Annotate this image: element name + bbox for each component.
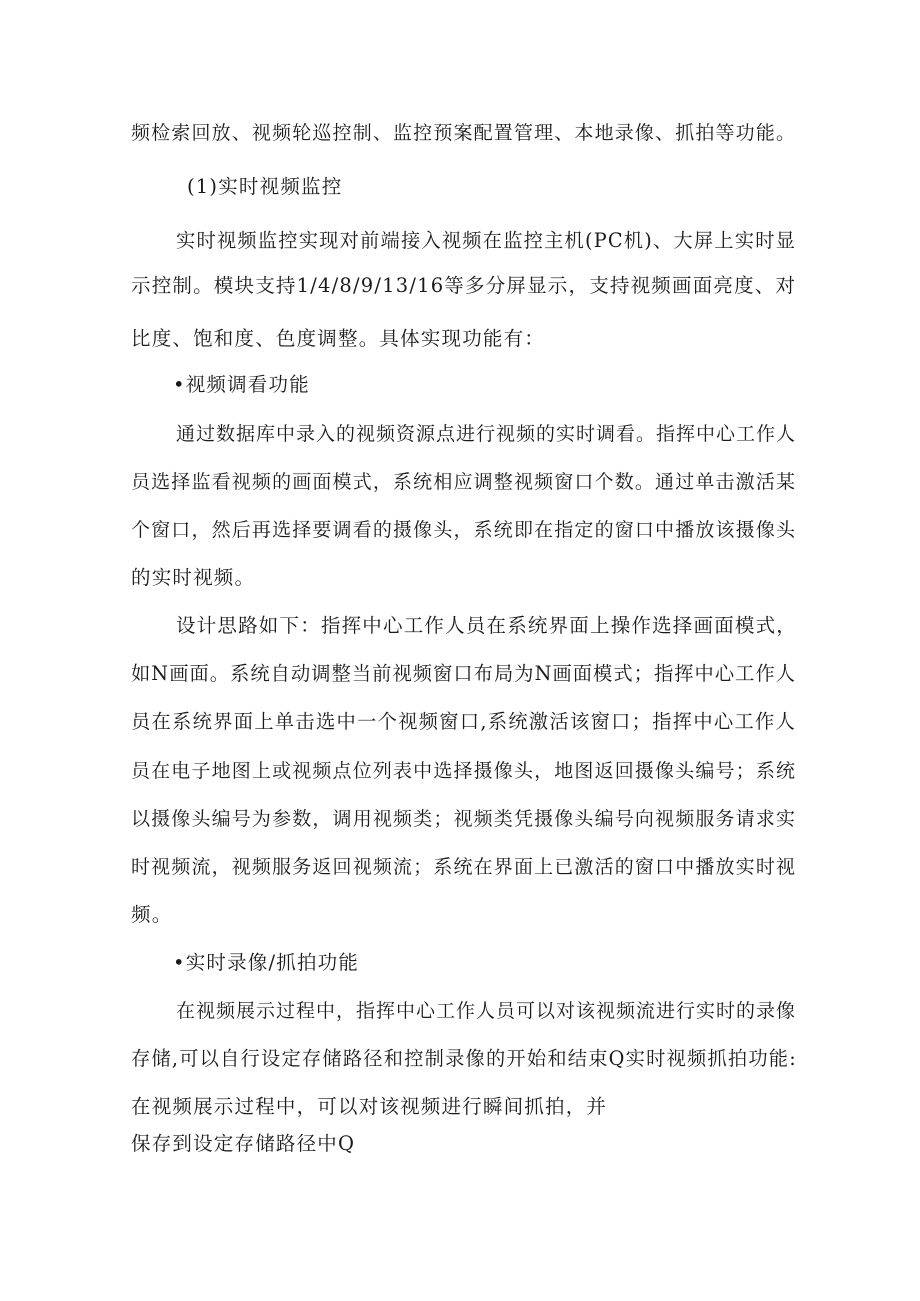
bullet-heading-2: •实时录像/抓拍功能 bbox=[173, 951, 360, 974]
text-line-17: 频。 bbox=[131, 903, 173, 926]
section-heading: (1)实时视频监控 bbox=[187, 175, 343, 198]
text-line-19: 在视频展示过程中，指挥中心工作人员可以对该视频流进行实时的录像 bbox=[176, 1000, 797, 1022]
text-line-21: 在视频展示过程中，可以对该视频进行瞬间抓拍，并 bbox=[131, 1095, 608, 1118]
bullet-heading-1: •视频调看功能 bbox=[173, 373, 310, 396]
text-line-5: 比度、饱和度、色度调整。具体实现功能有： bbox=[131, 327, 546, 350]
text-line-13: 员在系统界面上单击选中一个视频窗口,系统激活该窗口；指挥中心工作人 bbox=[131, 710, 796, 733]
text-line-15: 以摄像头编号为参数，调用视频类；视频类凭摄像头编号向视频服务请求实 bbox=[131, 808, 796, 830]
text-line-11: 设计思路如下：指挥中心工作人员在系统界面上操作选择画面模式， bbox=[176, 614, 798, 637]
text-line-3: 实时视频监控实现对前端接入视频在监控主机(PC机)、大屏上实时显 bbox=[176, 229, 797, 252]
text-line-20: 存储,可以自行设定存储路径和控制录像的开始和结束Q实时视频抓拍功能: bbox=[131, 1047, 797, 1070]
text-line-1: 频检索回放、视频轮巡控制、监控预案配置管理、本地录像、抓拍等功能。 bbox=[131, 122, 796, 144]
text-line-8: 员选择监看视频的画面模式，系统相应调整视频窗口个数。通过单击激活某 bbox=[131, 471, 796, 493]
text-line-22: 保存到设定存储路径中Q bbox=[131, 1132, 356, 1155]
text-line-10: 的实时视频。 bbox=[131, 566, 256, 589]
text-line-16: 时视频流，视频服务返回视频流；系统在界面上已激活的窗口中播放实时视 bbox=[131, 856, 796, 878]
text-line-14: 员在电子地图上或视频点位列表中选择摄像头，地图返回摄像头编号；系统 bbox=[131, 760, 796, 782]
text-line-4: 示控制。模块支持1/4/8/9/13/16等多分屏显示，支持视频画面亮度、对 bbox=[131, 274, 797, 297]
text-line-9: 个窗口，然后再选择要调看的摄像头，系统即在指定的窗口中播放该摄像头 bbox=[131, 519, 796, 541]
text-line-7: 通过数据库中录入的视频资源点进行视频的实时调看。指挥中心工作人 bbox=[176, 423, 797, 445]
text-line-12: 如N画面。系统自动调整当前视频窗口布局为N画面模式；指挥中心工作人 bbox=[131, 662, 796, 685]
